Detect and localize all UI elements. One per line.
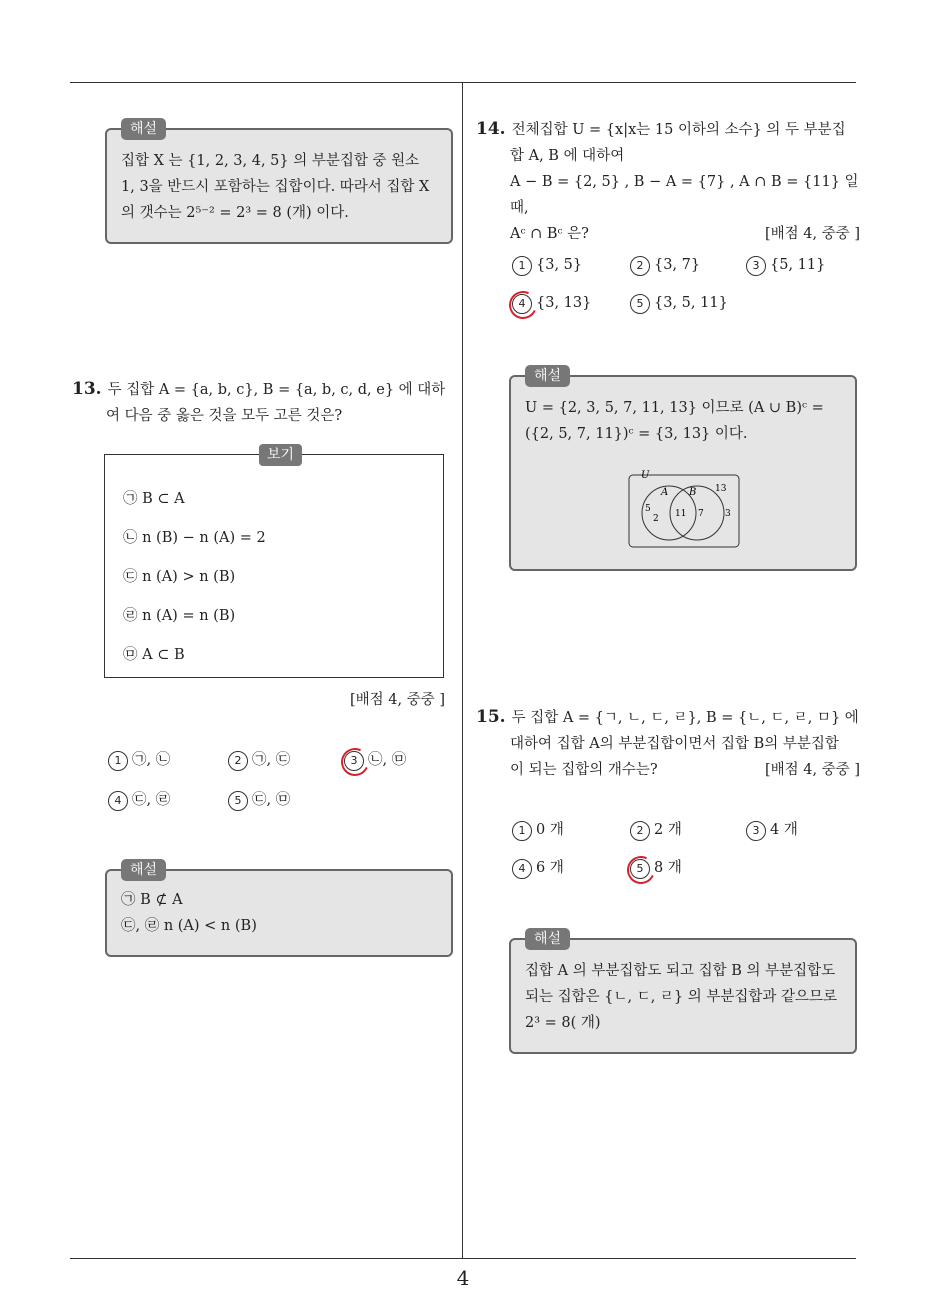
- choice-number: 2: [630, 821, 650, 841]
- question-text: 합 A, B 에 대하여: [510, 148, 625, 164]
- choice-text: {3, 5, 11}: [654, 295, 728, 311]
- bogi-item: ㉤ A ⊂ B: [123, 647, 185, 663]
- bottom-rule: [70, 1258, 856, 1259]
- choice-number: 4: [108, 791, 128, 811]
- solution-line: 2³ = 8( 개): [525, 1015, 601, 1031]
- question-number: 13.: [72, 379, 102, 399]
- venn-label-u: U: [641, 470, 650, 481]
- choice-number: 2: [228, 751, 248, 771]
- choice-text: 2 개: [654, 822, 682, 838]
- top-rule: [70, 82, 856, 83]
- score-label: [배점 4, 중중 ]: [764, 762, 860, 778]
- question-number: 15.: [476, 707, 506, 727]
- choice-text: ㉢, ㉤: [252, 792, 291, 808]
- choice-number: 1: [108, 751, 128, 771]
- choice-number: 5: [630, 294, 650, 314]
- choice-4[interactable]: [512, 294, 591, 314]
- solution-box-13: [105, 862, 453, 957]
- choice-4[interactable]: [512, 856, 564, 879]
- choice-number: 3: [746, 256, 766, 276]
- question-text: A − B = {2, 5} , B − A = {7} , A ∩ B = {11} 일 때,: [510, 174, 859, 216]
- solution-line: 의 갯수는 2⁵⁻² = 2³ = 8 (개) 이다.: [121, 205, 349, 221]
- bogi-tag: 보기: [259, 444, 302, 466]
- solution-line: ㉠ B ⊄ A: [121, 892, 183, 908]
- choice-3[interactable]: [746, 818, 798, 841]
- choice-5[interactable]: [630, 294, 728, 314]
- choice-5[interactable]: [228, 788, 290, 811]
- solution-line: ({2, 5, 7, 11})ᶜ = {3, 13} 이다.: [525, 426, 748, 442]
- bogi-item: ㉣ n (A) = n (B): [123, 608, 236, 624]
- question-text: 전체집합 U = {x|x는 15 이하의 소수} 의 두 부분집: [511, 122, 846, 138]
- venn-value: 3: [725, 509, 731, 519]
- question-text: 이 되는 집합의 개수는?: [510, 762, 658, 778]
- choice-text: ㉡, ㉤: [368, 752, 407, 768]
- choice-4[interactable]: [108, 788, 170, 811]
- bogi-item: ㉠ B ⊂ A: [123, 491, 185, 507]
- venn-value: 5: [645, 504, 651, 514]
- choice-2[interactable]: [630, 818, 682, 841]
- solution-tag: 해설: [121, 118, 166, 140]
- solution-box-15: [509, 931, 857, 1054]
- choice-number-marked: 4: [512, 294, 532, 314]
- choice-number: 4: [512, 859, 532, 879]
- venn-value: 13: [715, 484, 727, 494]
- question-text: 대하여 집합 A의 부분집합이면서 집합 B의 부분집합: [510, 736, 839, 752]
- choice-number: 3: [746, 821, 766, 841]
- choice-number-marked: 3: [344, 751, 364, 771]
- choice-text: {3, 7}: [654, 257, 701, 273]
- choice-2[interactable]: [630, 256, 700, 276]
- venn-diagram: [625, 469, 745, 551]
- venn-label-a: A: [661, 487, 669, 498]
- venn-value: 11: [675, 509, 687, 519]
- solution-box-12: [105, 121, 453, 244]
- question-13: [72, 376, 456, 429]
- solution-tag: 해설: [121, 859, 166, 881]
- bogi-item: ㉢ n (A) > n (B): [123, 569, 236, 585]
- solution-line: 되는 집합은 {ㄴ, ㄷ, ㄹ} 의 부분집합과 같으므로: [525, 989, 838, 1005]
- choice-5[interactable]: [630, 856, 682, 879]
- solution-line: 집합 X 는 {1, 2, 3, 4, 5} 의 부분집합 중 원소: [121, 153, 420, 169]
- question-15: [476, 704, 860, 783]
- solution-line: 1, 3을 반드시 포함하는 집합이다. 따라서 집합 X: [121, 179, 430, 195]
- choice-text: 4 개: [770, 822, 798, 838]
- choice-number: 1: [512, 821, 532, 841]
- question-text: Aᶜ ∩ Bᶜ 은?: [510, 226, 589, 242]
- question-text: 두 집합 A = {ㄱ, ㄴ, ㄷ, ㄹ}, B = {ㄴ, ㄷ, ㄹ, ㅁ} 에: [511, 710, 859, 726]
- solution-tag: 해설: [525, 365, 570, 387]
- solution-tag: 해설: [525, 928, 570, 950]
- choice-text: 6 개: [536, 860, 564, 876]
- choice-text: 0 개: [536, 822, 564, 838]
- choice-3[interactable]: [344, 748, 406, 771]
- choice-1[interactable]: [108, 748, 170, 771]
- venn-value: 2: [653, 514, 659, 524]
- question-text: 여 다음 중 옳은 것을 모두 고른 것은?: [106, 408, 343, 424]
- choice-text: {3, 5}: [536, 257, 583, 273]
- choice-number: 2: [630, 256, 650, 276]
- question-number: 14.: [476, 119, 506, 139]
- question-text: 두 집합 A = {a, b, c}, B = {a, b, c, d, e} 에 대하: [107, 382, 446, 398]
- solution-line: U = {2, 3, 5, 7, 11, 13} 이므로 (A ∪ B)ᶜ =: [525, 400, 824, 416]
- solution-line: ㉢, ㉣ n (A) < n (B): [121, 918, 257, 934]
- score-label: [배점 4, 중중 ]: [764, 226, 860, 242]
- choice-text: ㉠, ㉡: [132, 752, 171, 768]
- question-14: [476, 116, 860, 247]
- choice-number-marked: 5: [630, 859, 650, 879]
- choice-1[interactable]: [512, 818, 564, 841]
- choice-2[interactable]: [228, 748, 290, 771]
- column-divider: [462, 82, 463, 1258]
- bogi-item: ㉡ n (B) − n (A) = 2: [123, 530, 266, 546]
- choice-text: {5, 11}: [770, 257, 826, 273]
- solution-line: 집합 A 의 부분집합도 되고 집합 B 의 부분집합도: [525, 963, 836, 979]
- choice-3[interactable]: [746, 256, 825, 276]
- score-label: [배점 4, 중중 ]: [350, 692, 446, 708]
- page-number: 4: [456, 1266, 470, 1290]
- bogi-box: [104, 447, 444, 678]
- choice-text: ㉠, ㉢: [252, 752, 291, 768]
- choice-number: 5: [228, 791, 248, 811]
- venn-value: 7: [698, 509, 704, 519]
- solution-box-14: [509, 368, 857, 571]
- choice-1[interactable]: [512, 256, 582, 276]
- choice-text: 8 개: [654, 860, 682, 876]
- choice-text: ㉢, ㉣: [132, 792, 171, 808]
- choice-number: 1: [512, 256, 532, 276]
- venn-label-b: B: [689, 487, 697, 498]
- choice-text: {3, 13}: [536, 295, 592, 311]
